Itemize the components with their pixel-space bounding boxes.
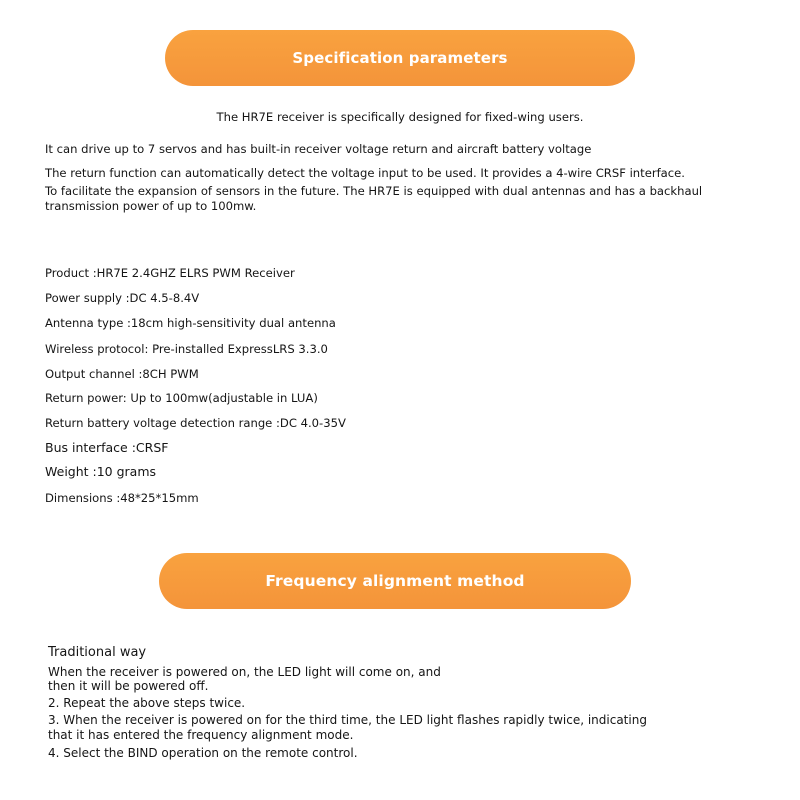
intro-line-3: The return function can automatically detect the voltage input to be used. It provides a 4-wire CRSF interface. [45, 166, 685, 180]
intro-line-1: The HR7E receiver is specifically designed for fixed-wing users. [216, 110, 584, 124]
frequency-section-title: Frequency alignment method [265, 572, 525, 590]
intro-line-2: It can drive up to 7 servos and has built-in receiver voltage return and aircraft battery voltage [45, 142, 592, 156]
spec-weight: Weight :10 grams [45, 464, 157, 479]
spec-power-supply: Power supply :DC 4.5-8.4V [45, 291, 200, 305]
spec-battery-detection: Return battery voltage detection range :DC 4.0-35V [45, 416, 346, 430]
spec-return-power: Return power: Up to 100mw(adjustable in LUA) [45, 391, 318, 405]
spec-antenna-type: Antenna type :18cm high-sensitivity dual antenna [45, 316, 336, 330]
step3-line1: 3. When the receiver is powered on for the third time, the LED light flashes rapidly twice, indicating [48, 713, 647, 727]
spec-dimensions: Dimensions :48*25*15mm [45, 491, 199, 505]
step1-line1: When the receiver is powered on, the LED light will come on, and [48, 665, 441, 679]
spec-bus-interface: Bus interface :CRSF [45, 440, 169, 455]
step3-line2: that it has entered the frequency alignment mode. [48, 728, 354, 742]
frequency-section-header [159, 553, 631, 609]
spec-section-header [165, 30, 635, 86]
intro-line-5: transmission power of up to 100mw. [45, 199, 257, 213]
step4: 4. Select the BIND operation on the remote control. [48, 746, 358, 760]
spec-section-title: Specification parameters [292, 49, 508, 67]
spec-wireless-protocol: Wireless protocol: Pre-installed ExpressLRS 3.3.0 [45, 342, 328, 356]
spec-output-channel: Output channel :8CH PWM [45, 367, 199, 381]
spec-product: Product :HR7E 2.4GHZ ELRS PWM Receiver [45, 266, 295, 280]
frequency-heading: Traditional way [48, 645, 147, 660]
intro-line-4: To facilitate the expansion of sensors in the future. The HR7E is equipped with dual antennas and has a backhaul [45, 184, 703, 198]
step2: 2. Repeat the above steps twice. [48, 696, 246, 710]
step1-line2: then it will be powered off. [48, 679, 209, 693]
